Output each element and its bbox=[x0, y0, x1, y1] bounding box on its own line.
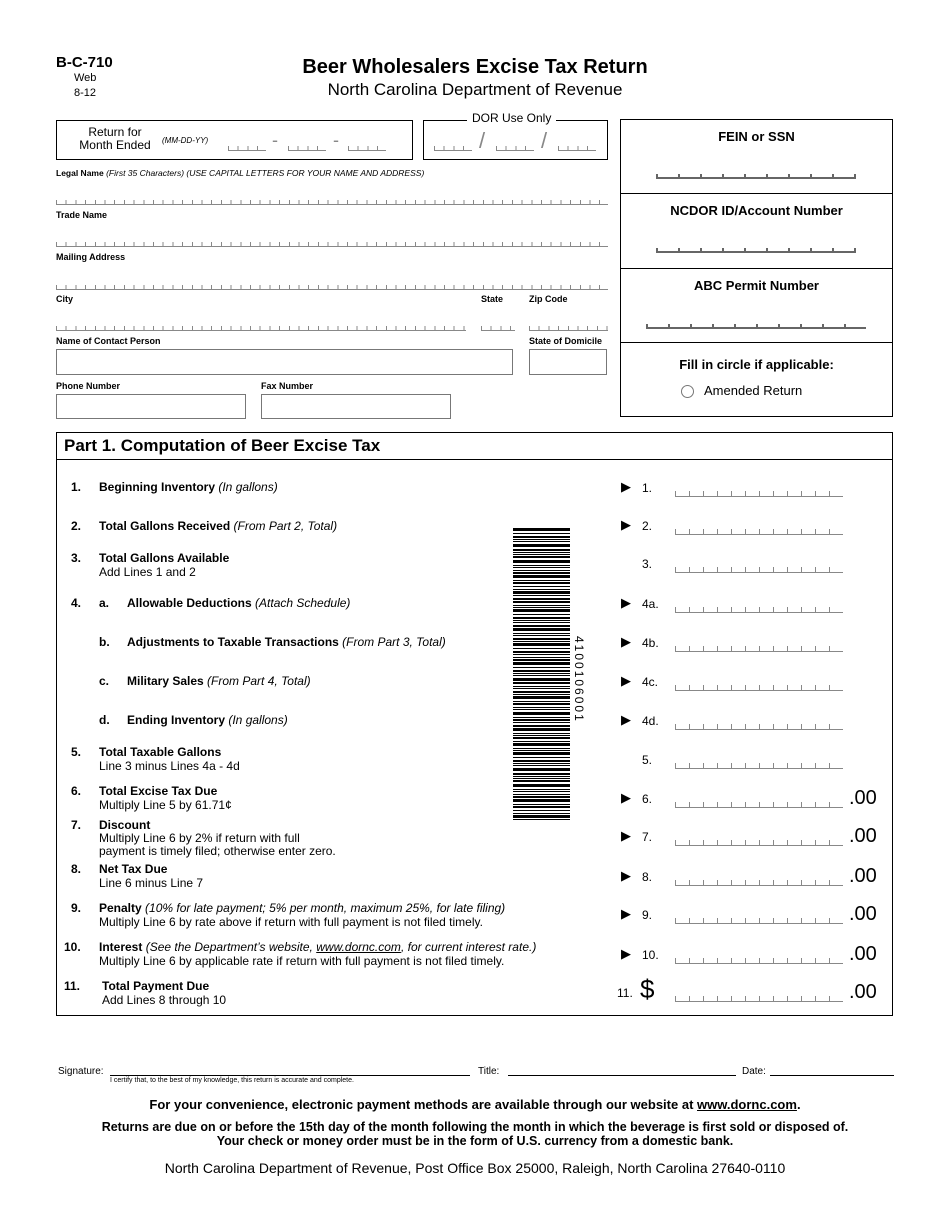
barcode-bar bbox=[513, 791, 570, 792]
barcode-bar bbox=[513, 651, 570, 653]
arrow-icon: ▶ bbox=[621, 790, 631, 805]
line-note: (In gallons) bbox=[215, 480, 278, 494]
barcode-bar bbox=[513, 662, 570, 665]
line-label: Ending Inventory bbox=[127, 713, 226, 727]
abc-label: ABC Permit Number bbox=[694, 278, 819, 293]
line-number: 5. bbox=[71, 745, 82, 759]
barcode-bar bbox=[513, 595, 570, 596]
line-description bbox=[99, 940, 536, 968]
barcode-bar bbox=[513, 601, 570, 603]
barcode-bar bbox=[513, 670, 570, 672]
line-title bbox=[102, 979, 226, 993]
barcode-bar bbox=[513, 760, 570, 762]
barcode-bar bbox=[513, 591, 570, 594]
mailing-address-field[interactable] bbox=[56, 285, 608, 290]
interest-website-link[interactable]: www.dornc.com bbox=[316, 940, 401, 954]
barcode-bar bbox=[513, 678, 570, 681]
barcode-bar bbox=[513, 750, 570, 751]
barcode-bar bbox=[513, 709, 570, 710]
line-instruction: Multiply Line 6 by 2% if return with full bbox=[99, 831, 300, 845]
line-note: (See the Department’s website, bbox=[142, 940, 317, 954]
barcode-bar bbox=[513, 778, 570, 779]
line-description bbox=[99, 480, 278, 494]
barcode-bar bbox=[513, 528, 570, 531]
dor-field-2 bbox=[496, 146, 534, 151]
barcode-bar bbox=[513, 784, 570, 787]
barcode-bar bbox=[513, 667, 570, 668]
barcode-bar bbox=[513, 567, 570, 568]
barcode-bar bbox=[513, 722, 570, 723]
line-reference: 5. bbox=[642, 753, 653, 767]
line-title bbox=[99, 784, 232, 798]
line-note: (10% for late payment; 5% per month, maximum 25%, for late filing) bbox=[141, 901, 506, 915]
state-label: State bbox=[481, 294, 504, 304]
line-title bbox=[99, 480, 278, 494]
barcode-bar bbox=[513, 598, 570, 600]
barcode-bar bbox=[513, 549, 570, 551]
barcode-bar bbox=[513, 712, 570, 715]
id-panel-divider-1 bbox=[620, 193, 893, 194]
amount-field[interactable] bbox=[675, 839, 843, 846]
line-note: , for current interest rate.) bbox=[400, 940, 537, 954]
barcode-bar bbox=[513, 728, 570, 731]
line-description bbox=[127, 713, 288, 727]
barcode-bar bbox=[513, 757, 570, 758]
line-reference: 11. bbox=[617, 986, 633, 1000]
page-title: Beer Wholesalers Excise Tax Return bbox=[302, 56, 648, 78]
barcode-bar bbox=[513, 701, 570, 702]
month-field[interactable] bbox=[228, 146, 266, 151]
cents-label: .00 bbox=[849, 903, 877, 925]
cents-label: .00 bbox=[849, 943, 877, 965]
line-number: 11. bbox=[64, 979, 81, 993]
date-dash-2: - bbox=[333, 130, 339, 150]
barcode-bar bbox=[513, 682, 570, 684]
line-title bbox=[99, 940, 536, 954]
line-instruction-cont: payment is timely filed; otherwise enter zero. bbox=[99, 844, 336, 858]
line-description bbox=[127, 635, 446, 649]
dor-slash-1: / bbox=[479, 128, 486, 153]
barcode-bar bbox=[513, 552, 570, 553]
amended-return-radio[interactable] bbox=[681, 385, 694, 398]
barcode-bar bbox=[513, 725, 570, 727]
domicile-label: State of Domicile bbox=[529, 336, 603, 346]
cents-label: .00 bbox=[849, 865, 877, 887]
barcode-bar bbox=[513, 556, 570, 558]
barcode-bar bbox=[513, 575, 570, 578]
month-ended-label-2: Month Ended bbox=[79, 138, 151, 152]
line-reference: 9. bbox=[642, 908, 653, 922]
payment-note-end: . bbox=[796, 1097, 801, 1112]
barcode-bar bbox=[513, 657, 570, 658]
amount-field[interactable] bbox=[675, 917, 843, 924]
amount-field[interactable] bbox=[675, 490, 843, 497]
page-subtitle: North Carolina Department of Revenue bbox=[327, 80, 623, 99]
line-description bbox=[127, 674, 311, 688]
dollar-sign-icon: $ bbox=[640, 974, 655, 1004]
line-label: Interest bbox=[99, 940, 143, 954]
payment-note bbox=[0, 1097, 950, 1112]
line-description bbox=[99, 551, 229, 579]
amended-return-label: Amended Return bbox=[704, 383, 803, 398]
phone-input[interactable] bbox=[56, 394, 246, 419]
part1-title-divider bbox=[56, 459, 893, 460]
line-reference: 7. bbox=[642, 830, 653, 844]
zip-field[interactable] bbox=[529, 326, 608, 331]
line-instruction: Line 6 minus Line 7 bbox=[99, 876, 204, 890]
date-line[interactable] bbox=[770, 1075, 894, 1076]
barcode-bar bbox=[513, 565, 570, 566]
barcode-bar bbox=[513, 617, 570, 619]
barcode-bar bbox=[513, 533, 570, 534]
line-title bbox=[99, 551, 229, 565]
barcode-bar bbox=[513, 748, 570, 749]
line-note: (In gallons) bbox=[225, 713, 288, 727]
line-label: Allowable Deductions bbox=[127, 596, 252, 610]
amount-field[interactable] bbox=[675, 566, 843, 573]
line-label: Total Gallons Received bbox=[99, 519, 231, 533]
line-number: 6. bbox=[71, 784, 82, 798]
due-note-line-1: Returns are due on or before the 15th day of the month following the month in which the beverage is first sold or disposed of. bbox=[101, 1120, 849, 1134]
line-number: 10. bbox=[64, 940, 81, 954]
amount-field[interactable] bbox=[675, 684, 843, 691]
line-label: Total Excise Tax Due bbox=[99, 784, 218, 798]
line-title bbox=[127, 713, 288, 727]
barcode-bar bbox=[513, 589, 570, 590]
line-instruction: Multiply Line 6 by rate above if return with full payment is not filed timely. bbox=[99, 915, 483, 929]
barcode-bar bbox=[513, 780, 570, 782]
amount-field[interactable] bbox=[675, 762, 843, 769]
barcode-bar bbox=[513, 560, 570, 563]
line-instruction: Multiply Line 6 by applicable rate if return with full payment is not filed timely. bbox=[99, 954, 505, 968]
signature-line[interactable] bbox=[110, 1075, 470, 1076]
line-letter: c. bbox=[99, 674, 110, 688]
arrow-icon: ▶ bbox=[621, 479, 631, 494]
fein-label: FEIN or SSN bbox=[718, 129, 795, 144]
line-letter: a. bbox=[99, 596, 110, 610]
line-label: Penalty bbox=[99, 901, 142, 915]
barcode-bar bbox=[513, 628, 570, 631]
abc-field[interactable] bbox=[646, 324, 866, 329]
cents-label: .00 bbox=[849, 787, 877, 809]
year-field[interactable] bbox=[348, 146, 386, 151]
line-number: 7. bbox=[71, 818, 82, 832]
line-note: (From Part 3, Total) bbox=[338, 635, 446, 649]
dor-use-box bbox=[423, 120, 608, 160]
barcode-bar bbox=[513, 794, 570, 795]
line-instruction: Add Lines 8 through 10 bbox=[102, 993, 227, 1007]
title-label: Title: bbox=[478, 1066, 500, 1077]
amount-field[interactable] bbox=[675, 995, 843, 1002]
barcode-bar bbox=[513, 694, 570, 695]
barcode-bar bbox=[513, 541, 570, 542]
payment-website-link[interactable]: www.dornc.com bbox=[697, 1097, 797, 1112]
date-label: Date: bbox=[742, 1066, 766, 1077]
line-reference: 1. bbox=[642, 481, 653, 495]
trade-name-field[interactable] bbox=[56, 242, 608, 247]
line-letter: d. bbox=[99, 713, 110, 727]
barcode-bar bbox=[513, 688, 570, 689]
arrow-icon: ▶ bbox=[621, 712, 631, 727]
title-line[interactable] bbox=[508, 1075, 736, 1076]
line-reference: 4b. bbox=[642, 636, 659, 650]
month-ended-label bbox=[56, 126, 174, 152]
barcode-bar bbox=[513, 622, 570, 623]
month-ended-label-1: Return for bbox=[88, 125, 142, 139]
barcode-bar bbox=[513, 773, 570, 775]
dor-use-label: DOR Use Only bbox=[467, 111, 556, 125]
amount-field[interactable] bbox=[675, 957, 843, 964]
line-instruction: Add Lines 1 and 2 bbox=[99, 565, 196, 579]
amount-field[interactable] bbox=[675, 801, 843, 808]
fax-input[interactable] bbox=[261, 394, 451, 419]
barcode-bar bbox=[513, 582, 570, 584]
mailing-address-footer: North Carolina Department of Revenue, Post Office Box 25000, Raleigh, North Carolina 27640-0110 bbox=[164, 1160, 786, 1176]
amount-field[interactable] bbox=[675, 645, 843, 652]
day-field[interactable] bbox=[288, 146, 326, 151]
form-code: B-C-710 bbox=[56, 54, 113, 71]
barcode-bar bbox=[513, 776, 570, 777]
barcode-bar bbox=[513, 717, 570, 718]
barcode-bar bbox=[513, 733, 570, 734]
due-note bbox=[0, 1120, 950, 1148]
domicile-input[interactable] bbox=[529, 349, 607, 375]
state-field[interactable] bbox=[481, 326, 515, 331]
dor-slash-2: / bbox=[541, 128, 548, 153]
fax-label: Fax Number bbox=[261, 381, 314, 391]
barcode-bar bbox=[513, 654, 570, 655]
line-reference: 4d. bbox=[642, 714, 659, 728]
ncdor-field[interactable] bbox=[656, 248, 856, 253]
barcode-bar bbox=[513, 804, 570, 805]
barcode-bar bbox=[513, 763, 570, 764]
date-format-hint: (MM-DD-YY) bbox=[162, 136, 209, 145]
line-label: Total Taxable Gallons bbox=[99, 745, 222, 759]
line-description bbox=[99, 519, 337, 533]
line-reference: 10. bbox=[642, 948, 659, 962]
line-description bbox=[99, 901, 505, 929]
barcode-bar bbox=[513, 673, 570, 674]
arrow-icon: ▶ bbox=[621, 634, 631, 649]
barcode-bar bbox=[513, 735, 570, 736]
barcode-number: 4100106001 bbox=[572, 636, 586, 723]
dor-field-1 bbox=[434, 146, 472, 151]
barcode-bar bbox=[513, 696, 570, 699]
barcode-bar bbox=[513, 580, 570, 581]
barcode-bar bbox=[513, 620, 570, 621]
line-reference: 2. bbox=[642, 519, 653, 533]
barcode-bar bbox=[513, 765, 570, 766]
dor-field-3 bbox=[558, 146, 596, 151]
arrow-icon: ▶ bbox=[621, 906, 631, 921]
barcode-bar bbox=[513, 703, 570, 705]
line-reference: 4c. bbox=[642, 675, 659, 689]
barcode-bar bbox=[513, 536, 570, 538]
line-title bbox=[99, 862, 203, 876]
line-description bbox=[99, 862, 203, 890]
line-label: Discount bbox=[99, 818, 151, 832]
barcode-bar bbox=[513, 607, 570, 608]
barcode-bar bbox=[513, 635, 570, 636]
barcode-bar bbox=[513, 819, 570, 820]
barcode-bar bbox=[513, 691, 570, 693]
id-panel-divider-3 bbox=[620, 342, 893, 343]
barcode-bar bbox=[513, 572, 570, 574]
barcode-bar bbox=[513, 554, 570, 555]
legal-name-label bbox=[56, 168, 424, 178]
line-label: Net Tax Due bbox=[99, 862, 168, 876]
line-title bbox=[127, 596, 350, 610]
phone-label: Phone Number bbox=[56, 381, 121, 391]
barcode-bar bbox=[513, 799, 570, 802]
line-title bbox=[99, 818, 336, 832]
barcode-bar bbox=[513, 686, 570, 687]
legal-name-field[interactable] bbox=[56, 200, 608, 205]
line-instruction: Line 3 minus Lines 4a - 4d bbox=[99, 759, 240, 773]
cents-label: .00 bbox=[849, 825, 877, 847]
line-instruction: Multiply Line 5 by 61.71¢ bbox=[99, 798, 232, 812]
line-note: (From Part 4, Total) bbox=[203, 674, 311, 688]
barcode-bar bbox=[513, 707, 570, 708]
line-label: Military Sales bbox=[127, 674, 204, 688]
barcode-bar bbox=[513, 810, 570, 811]
barcode-bar bbox=[513, 648, 570, 649]
barcode-bar bbox=[513, 813, 570, 814]
id-panel-divider-2 bbox=[620, 268, 893, 269]
date-dash-1: - bbox=[272, 130, 278, 150]
line-label: Beginning Inventory bbox=[99, 480, 216, 494]
arrow-icon: ▶ bbox=[621, 868, 631, 883]
mailing-address-label: Mailing Address bbox=[56, 252, 126, 262]
line-reference: 3. bbox=[642, 557, 653, 571]
city-label: City bbox=[56, 294, 74, 304]
line-description bbox=[99, 818, 336, 858]
amount-field[interactable] bbox=[675, 879, 843, 886]
barcode-bar bbox=[513, 544, 570, 547]
line-letter: b. bbox=[99, 635, 110, 649]
line-number: 3. bbox=[71, 551, 82, 565]
barcode-bar bbox=[513, 570, 570, 571]
line-title bbox=[99, 519, 337, 533]
line-note: (Attach Schedule) bbox=[251, 596, 351, 610]
barcode-bar bbox=[513, 614, 570, 615]
form-revision: 8-12 bbox=[74, 87, 97, 99]
contact-input[interactable] bbox=[56, 349, 513, 375]
barcode-bar bbox=[513, 609, 570, 612]
line-title bbox=[127, 674, 311, 688]
fill-circle-label: Fill in circle if applicable: bbox=[679, 357, 834, 372]
line-reference: 6. bbox=[642, 792, 653, 806]
barcode-bar bbox=[513, 659, 570, 661]
contact-label: Name of Contact Person bbox=[56, 336, 161, 346]
signature-label: Signature: bbox=[58, 1066, 104, 1077]
line-number: 2. bbox=[71, 519, 82, 533]
amount-field[interactable] bbox=[675, 723, 843, 730]
arrow-icon: ▶ bbox=[621, 946, 631, 961]
part1-title: Part 1. Computation of Beer Excise Tax bbox=[64, 436, 381, 455]
barcode-bar bbox=[513, 641, 570, 642]
line-reference: 8. bbox=[642, 870, 653, 884]
barcode-bar bbox=[513, 675, 570, 676]
line-description bbox=[127, 596, 350, 610]
fein-field[interactable] bbox=[656, 174, 856, 179]
barcode-bar bbox=[513, 741, 570, 742]
barcode-bar bbox=[513, 605, 570, 606]
line-title bbox=[99, 745, 240, 759]
line-title bbox=[99, 901, 505, 915]
barcode-bar bbox=[513, 789, 570, 790]
city-field[interactable] bbox=[56, 326, 466, 331]
line-label: Total Payment Due bbox=[102, 979, 210, 993]
barcode-bar bbox=[513, 633, 570, 634]
line-description bbox=[99, 745, 240, 773]
arrow-icon: ▶ bbox=[621, 828, 631, 843]
line-number: 1. bbox=[71, 480, 82, 494]
barcode bbox=[513, 528, 570, 824]
barcode-bar bbox=[513, 806, 570, 808]
line-title bbox=[127, 635, 446, 649]
ncdor-label: NCDOR ID/Account Number bbox=[670, 203, 843, 218]
barcode-bar bbox=[513, 719, 570, 721]
line-reference: 4a. bbox=[642, 597, 659, 611]
line-number: 8. bbox=[71, 862, 82, 876]
barcode-bar bbox=[513, 815, 570, 818]
barcode-bar bbox=[513, 638, 570, 640]
arrow-icon: ▶ bbox=[621, 595, 631, 610]
zip-label: Zip Code bbox=[529, 294, 568, 304]
payment-note-text: For your convenience, electronic payment methods are available through our website at bbox=[149, 1097, 698, 1112]
legal-name-note: (First 35 Characters) (USE CAPITAL LETTERS FOR YOUR NAME AND ADDRESS) bbox=[106, 168, 425, 178]
trade-name-label: Trade Name bbox=[56, 210, 108, 220]
barcode-bar bbox=[513, 625, 570, 627]
barcode-bar bbox=[513, 752, 570, 755]
barcode-bar bbox=[513, 539, 570, 540]
barcode-bar bbox=[513, 586, 570, 587]
cents-label: .00 bbox=[849, 981, 877, 1003]
legal-name-title: Legal Name bbox=[56, 168, 104, 178]
line-label: Adjustments to Taxable Transactions bbox=[127, 635, 339, 649]
certification-text: I certify that, to the best of my knowledge, this return is accurate and complete. bbox=[110, 1077, 354, 1084]
barcode-bar bbox=[513, 643, 570, 646]
line-description bbox=[102, 979, 226, 1007]
arrow-icon: ▶ bbox=[621, 517, 631, 532]
barcode-bar bbox=[513, 737, 570, 739]
line-number: 4. bbox=[71, 596, 82, 610]
due-note-line-2: Your check or money order must be in the form of U.S. currency from a domestic bank. bbox=[216, 1134, 734, 1148]
line-number: 9. bbox=[71, 901, 82, 915]
amount-field[interactable] bbox=[675, 528, 843, 535]
barcode-bar bbox=[513, 768, 570, 771]
line-description bbox=[99, 784, 232, 812]
amount-field[interactable] bbox=[675, 606, 843, 613]
barcode-bar bbox=[513, 796, 570, 798]
line-note: (From Part 2, Total) bbox=[230, 519, 338, 533]
barcode-bar bbox=[513, 743, 570, 746]
line-label: Total Gallons Available bbox=[99, 551, 230, 565]
form-edition: Web bbox=[74, 72, 97, 84]
arrow-icon: ▶ bbox=[621, 673, 631, 688]
